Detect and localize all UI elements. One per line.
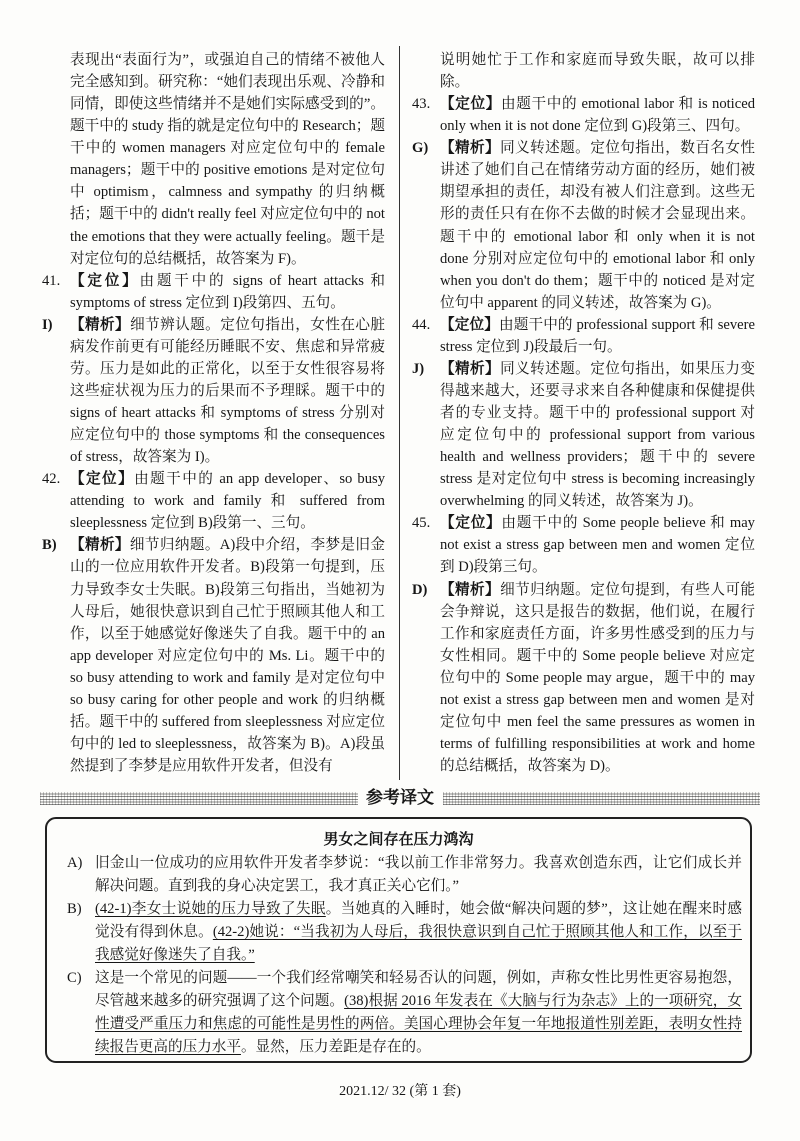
analysis-tag: 【精析】 xyxy=(440,140,501,157)
paragraph-text xyxy=(95,852,742,898)
locate-tag: 【定位】 xyxy=(70,272,140,289)
underlined-segment: (38)根据 2016 年发表在《大脑与行为杂志》上的一项研究，女性遭受严重压力和焦虑的可能性是男性的两倍。美国心理协会年复一年地报道性别差距，表明女性持续报告更高的压力水平 xyxy=(95,993,742,1055)
paragraph-label: C) xyxy=(67,970,82,986)
paragraph-label: A) xyxy=(67,855,83,871)
locate-tag: 【定位】 xyxy=(440,96,501,113)
explanation-item-44-analysis xyxy=(412,358,755,512)
paragraph-label: B) xyxy=(67,901,82,917)
paragraph-text xyxy=(95,898,742,967)
item-text: 说明她忙于工作和家庭而导致失眠，故可以排除。 xyxy=(440,52,755,91)
answer-letter: B) xyxy=(42,537,57,554)
item-text-block xyxy=(70,314,385,468)
analysis-tag: 【精析】 xyxy=(70,316,131,333)
answer-letter: G) xyxy=(412,140,429,157)
translation-paragraph-a xyxy=(67,852,742,898)
left-column xyxy=(42,49,385,777)
item-text: 同义转述题。定位句指出，如果压力变得越来越大，还要寻求来自各种健康和保健提供者的专业支持。题干中的 professional support 对应定位句中的 professional support from various health and wellness providers；题干中的 severe stress 是对定位句中 stress is becoming increasingly overwhelming 的同义转述，故答案为 J)。 xyxy=(440,360,755,510)
text-segment: 这是一个常见的问题——一个我们经常嘲笑和轻易否认的问题，例如，声称女性比男性更容易抱怨，尽管越来越多的研究强调了这个问题。 xyxy=(95,970,742,1009)
column-divider xyxy=(399,46,400,780)
explanation-item-42-analysis xyxy=(42,534,385,777)
analysis-tag: 【精析】 xyxy=(440,360,501,377)
analysis-tag: 【精析】 xyxy=(70,537,130,554)
explanation-item-45-analysis xyxy=(412,579,755,778)
item-text-block xyxy=(440,314,755,358)
explanation-item-43-locate xyxy=(412,93,755,137)
question-number: 45. xyxy=(412,515,431,532)
question-number: 42. xyxy=(42,471,61,488)
item-text-block xyxy=(70,270,385,314)
explanation-item-43-analysis xyxy=(412,137,755,314)
explanation-item-45-locate xyxy=(412,512,755,578)
text-segment: 旧金山一位成功的应用软件开发者李梦说：“我以前工作非常努力。我喜欢创造东西，让它们成长并解决问题。直到我的身心决定罢工，我才真正关心它们。” xyxy=(95,855,742,894)
item-text-block xyxy=(440,579,755,778)
paragraph-text xyxy=(95,967,742,1059)
text-segment: 。显然，压力差距是存在的。 xyxy=(240,1039,431,1055)
item-text: 由题干中的 signs of heart attacks 和 symptoms of stress 定位到 I)段第四、五句。 xyxy=(70,272,385,311)
section-title: 参考译文 xyxy=(366,788,434,807)
explanation-continuation xyxy=(42,49,385,270)
locate-tag: 【定位】 xyxy=(440,515,502,532)
item-text: 由题干中的 Some people believe 和 may not exist a stress gap between men and women 定位到 D)段第三句。 xyxy=(440,515,755,576)
explanation-item-44-locate xyxy=(412,314,755,358)
explanation-item-41-locate xyxy=(42,270,385,314)
answer-letter: D) xyxy=(412,581,428,598)
question-number: 43. xyxy=(412,96,431,113)
page-footer: 2021.12/ 32 (第 1 套) xyxy=(339,1084,461,1099)
item-text: 由题干中的 professional support 和 severe stress 定位到 J)段最后一句。 xyxy=(440,316,755,355)
item-text-block xyxy=(440,512,755,578)
locate-tag: 【定位】 xyxy=(70,471,135,488)
item-text-block xyxy=(440,93,755,137)
question-number: 41. xyxy=(42,272,61,289)
section-divider xyxy=(40,789,760,807)
explanation-continuation xyxy=(412,49,755,93)
explanations-area xyxy=(42,49,755,779)
question-number: 44. xyxy=(412,316,431,333)
right-column xyxy=(412,49,755,777)
item-text-block xyxy=(70,468,385,534)
item-text: 由题干中的 emotional labor 和 is noticed only when it is not done 定位到 G)段第三、四句。 xyxy=(440,96,755,135)
explanation-item-41-analysis xyxy=(42,314,385,468)
answer-letter: J) xyxy=(412,360,425,377)
item-text: 同义转述题。定位句指出，数百名女性讲述了她们自己在情绪劳动方面的经历，她们被期望承担的责任，却没有被人们注意到。这些无形的责任只有在你不去做的时候才会显现出来。题干中的 emotional labor 和 only when it is not done 分别对应定位句中的 emotional labor 和 only when you don't do them；题干中的 noticed 是对定位句中 apparent 的同义转述，故答案为 G)。 xyxy=(440,140,755,311)
translation-title: 男女之间存在压力鸿沟 xyxy=(323,832,474,848)
item-text: 细节归纳题。定位句提到，有些人可能会争辩说，这只是报告的数据，他们说，在履行工作和家庭责任方面，许多男性感受到的压力与女性相同。题干中的 Some people believe 对应定位句中的 Some people may argue，题干中的 may not exist a stress gap between men and women 是对定位句中 men feel the same pressures as women in terms of fulfilling responsibilities at work and home 的总结概括，故答案为 D)。 xyxy=(440,581,755,774)
answer-letter: I) xyxy=(42,316,53,333)
translation-paragraph-b xyxy=(67,898,742,967)
item-text: 表现出“表面行为”，或强迫自己的情绪不被他人完全感知到。研究称：“她们表现出乐观、冷静和同情，即使这些情绪并不是她们实际感受到的”。题干中的 study 指的就是定位句中的 Research；题干中的 women managers 对应定位句中的 female managers；题干中的 positive emotions 是对定位句中 optimism，calmness and sympathy 的归纳概括；题干中的 didn't really feel 对应定位句中的 not the emotions that they were actually feeling。题干是对定位句的总结概括，故答案为 F)。 xyxy=(70,52,385,267)
translation-paragraph-c xyxy=(67,967,742,1059)
item-text: 细节归纳题。A)段中介绍，李梦是旧金山的一位应用软件开发者。B)段第一句提到，压力导致李女士失眠。B)段第三句指出，当她初为人母后，她很快意识到自己忙于照顾其他人和工作，以至于她感觉好像迷失了自我。题干中的 an app developer 对应定位句中的 Ms. Li。题干中的 so busy attending to work and family 是对定位句中 so busy caring for other people and work 的归纳概括。题干中的 suffered from sleeplessness 对应定位句中的 led to sleeplessness，故答案为 B)。A)段虽然提到了李梦是应用软件开发者，但没有 xyxy=(70,537,385,774)
locate-tag: 【定位】 xyxy=(440,316,499,333)
item-text-block xyxy=(70,534,385,777)
item-text: 细节辨认题。定位句指出，女性在心脏病发作前更有可能经历睡眠不安、焦虑和异常疲劳。压力是如此的正常化，以至于女性很容易将这些症状视为压力的后果而不予理睬。题干中的 signs of heart attacks 和 symptoms of stress 分别对应定位句中的 those symptoms 和 the consequences of stress，故答案为 I)。 xyxy=(70,316,385,466)
reference-translation-box xyxy=(45,817,752,1063)
explanation-item-42-locate xyxy=(42,468,385,534)
underlined-segment: (42-1)李女士说她的压力导致了失眠 xyxy=(95,901,326,917)
item-text-block xyxy=(440,137,755,314)
analysis-tag: 【精析】 xyxy=(440,581,501,598)
underlined-segment: (42-2)她说：“当我初为人母后，我很快意识到自己忙于照顾其他人和工作，以至于我感觉好像迷失了自我。” xyxy=(95,924,742,963)
item-text-block xyxy=(440,358,755,512)
item-text: 由题干中的 an app developer、so busy attending to work and family 和 suffered from sleeplessness 定位到 B)段第一、三句。 xyxy=(70,471,385,532)
text-segment: 。当她真的入睡时，她会做“解决问题的梦”，这让她在醒来时感觉没有得到休息。 xyxy=(95,901,742,940)
